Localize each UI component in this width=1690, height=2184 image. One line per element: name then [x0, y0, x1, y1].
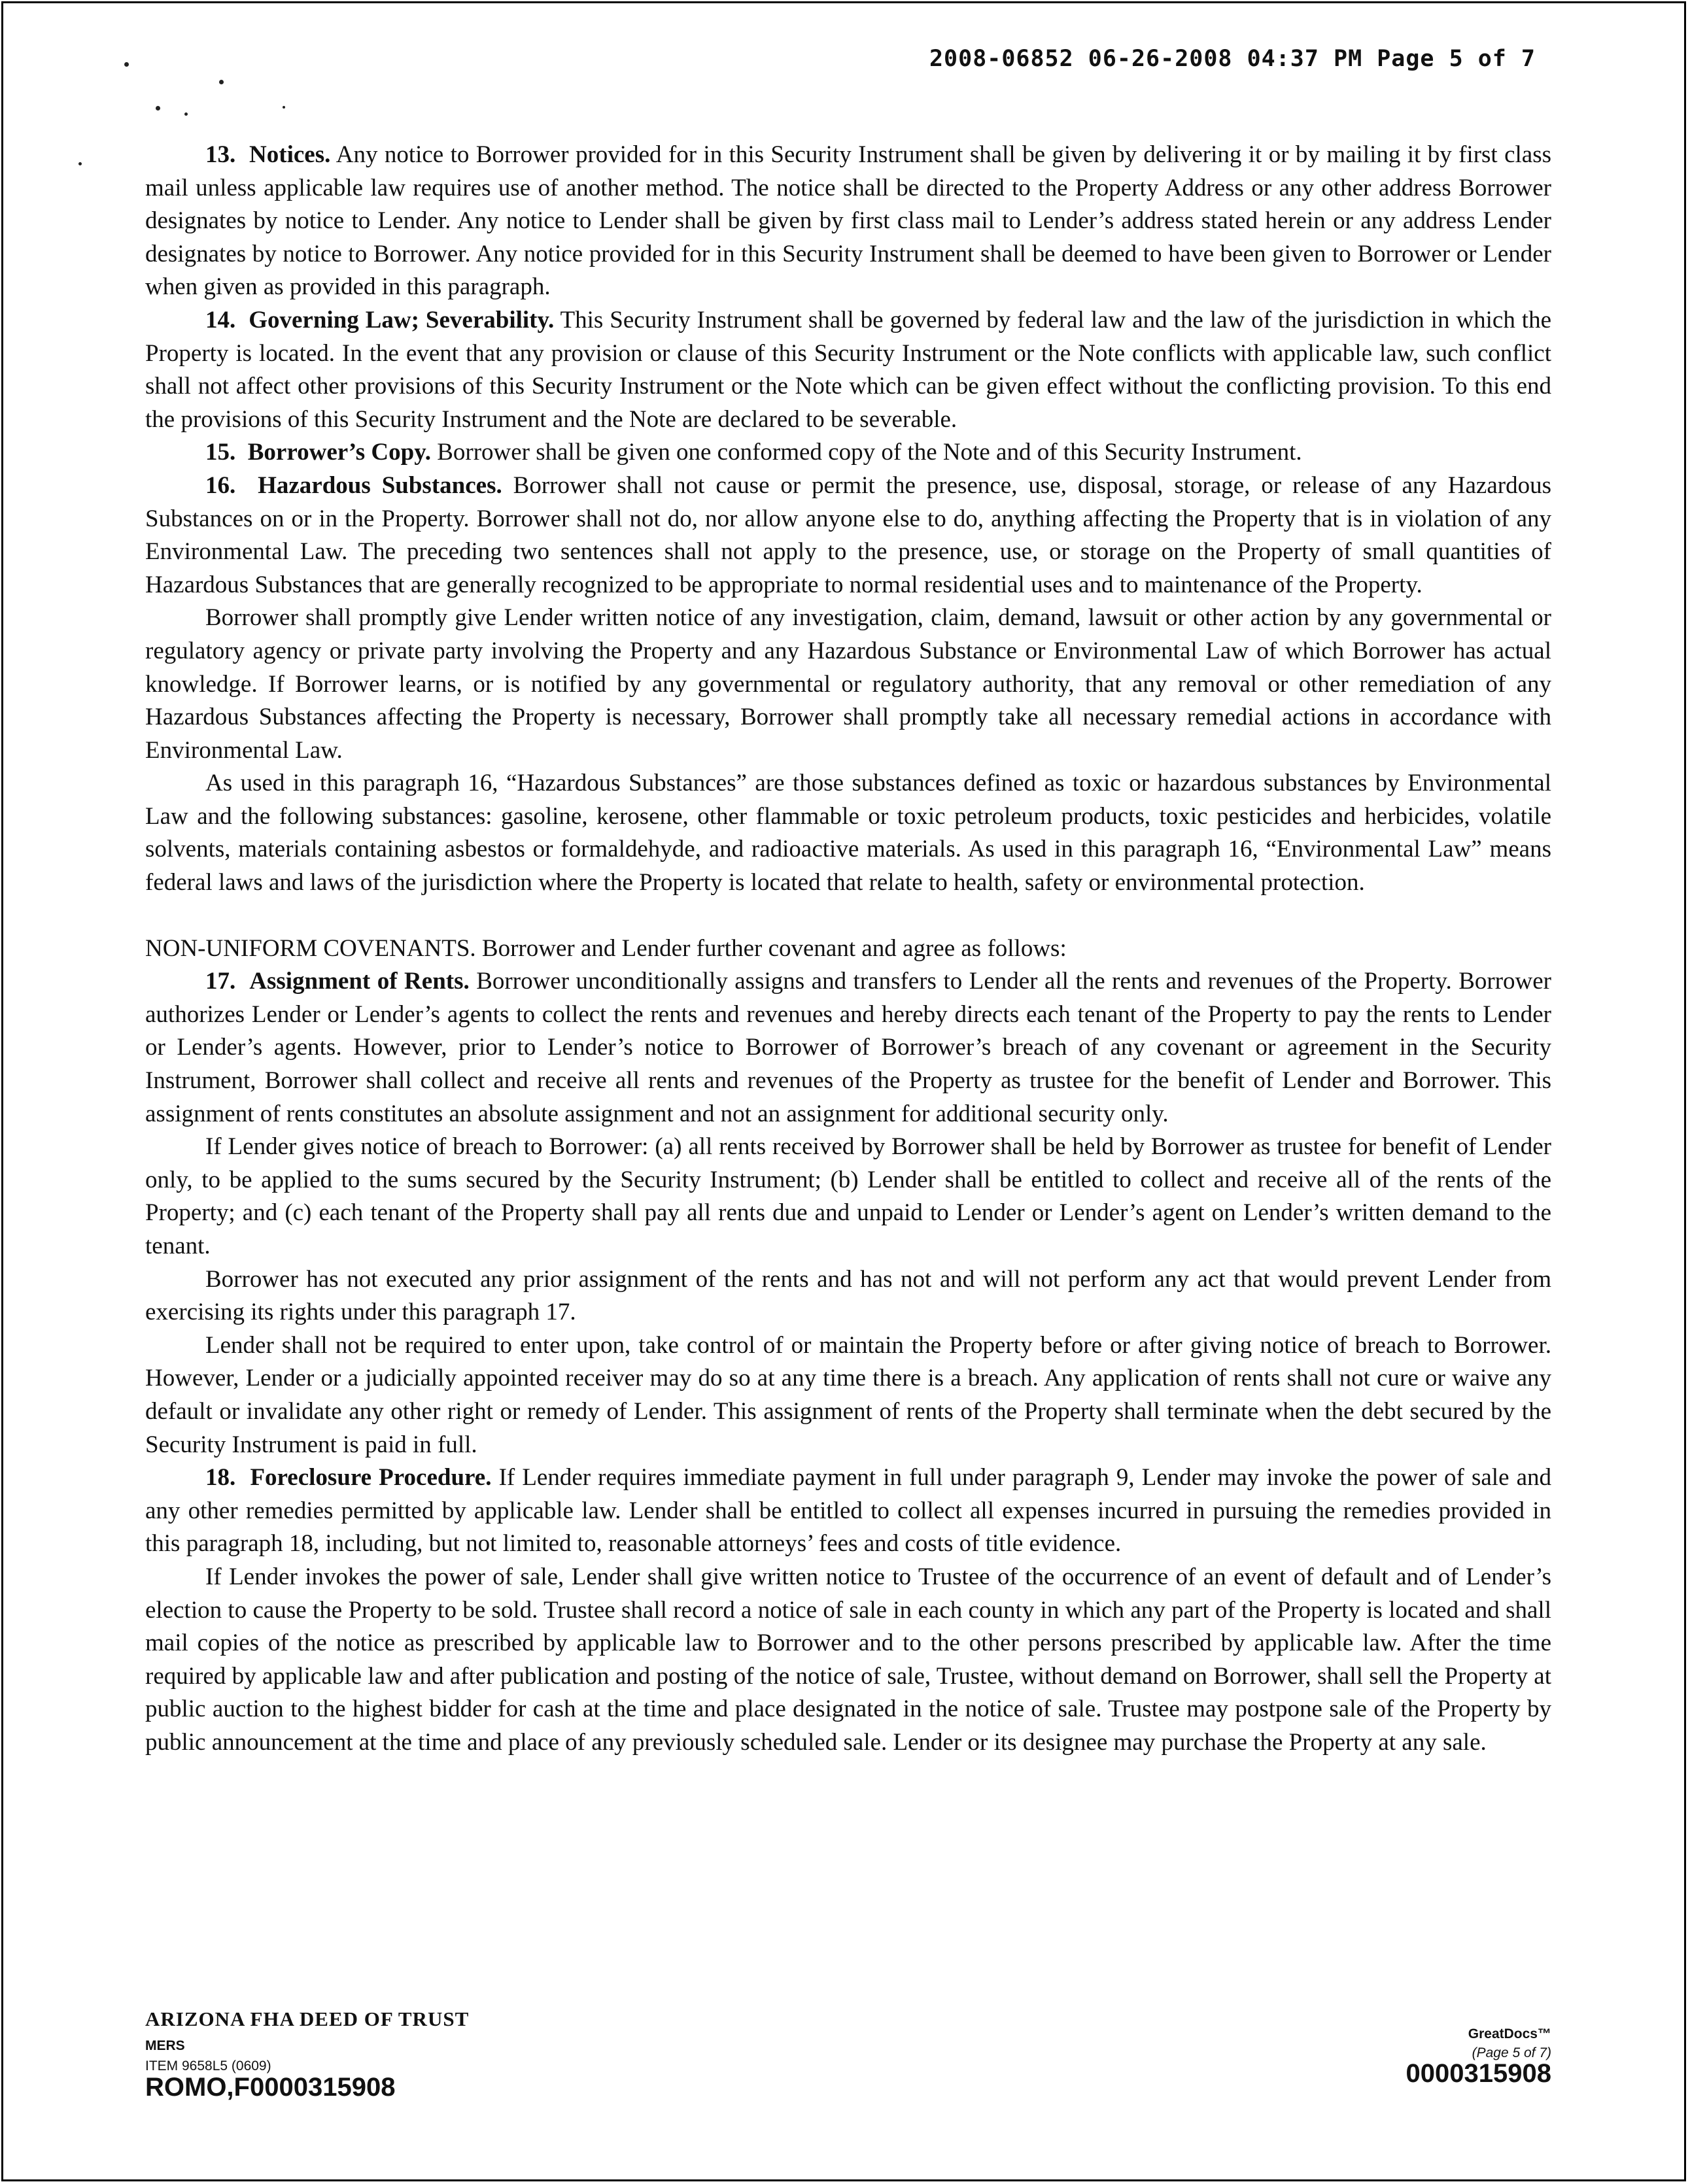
scan-speck [219, 80, 224, 84]
section-number: 13. [205, 141, 236, 168]
non-uniform-covenants: NON-UNIFORM COVENANTS. Borrower and Lender further covenant and agree as follows: [145, 934, 1067, 962]
section-heading: Governing Law; Severability. [249, 306, 555, 333]
section-heading: Hazardous Substances. [258, 471, 502, 499]
paragraph-17-breach: If Lender gives notice of breach to Borrower: (a) all rents received by Borrower shall be held by Borrower as trustee for benefit of Lender only, to be applied to the sums secured by the Security Instrument; (b) Lender shall be entitled to collect and receive all of the rents of the Property; and (c) each tenant of the Property shall pay all rents due and unpaid to Lender or Lender’s agent on Lender’s written demand to the tenant. [145, 1133, 1551, 1259]
document-body [145, 139, 1551, 1760]
paragraph-17 [145, 965, 1551, 1131]
section-number: 18. [205, 1464, 236, 1492]
section-number: 15. [205, 439, 236, 466]
section-number: 16. [205, 471, 236, 499]
footer-right [1406, 2026, 1551, 2087]
section-number: 17. [205, 968, 236, 995]
paragraph-13 [145, 139, 1551, 304]
item-number: ITEM 9658L5 (0609) [145, 2058, 271, 2073]
page-label: (Page 5 of 7) [1472, 2045, 1551, 2060]
scan-speck [283, 106, 285, 109]
section-text: Any notice to Borrower provided for in this Security Instrument shall be given by delivering it or by mailing it by first class mail unless applicable law requires use of another method. The notice shall be directed to the Property Address or any other address Borrower designates by notice to Lender. Any notice to Lender shall be given by first class mail to Lender’s address stated herein or any address Lender designates by notice to Borrower. Any notice provided for in this Security Instrument shall be deemed to have been given to Borrower or Lender when given as provided in this paragraph. [145, 141, 1552, 301]
mers-label: MERS [145, 2038, 185, 2053]
scan-speck [124, 62, 129, 67]
paragraph-18 [145, 1461, 1551, 1561]
section-heading: Borrower’s Copy. [247, 439, 431, 466]
section-text: This Security Instrument shall be governed by federal law and the law of the jurisdiction in which the Property is located. In the event that any provision or clause of this Security Instrument or the Note conflicts with applicable law, such conflict shall not affect other provisions of this Security Instrument or the Note which can be given effect without the conflicting provision. To this end the provisions of this Security Instrument and the Note are declared to be severable. [145, 306, 1552, 433]
brand-label: GreatDocs™ [1468, 2026, 1551, 2041]
footer-left [145, 2007, 469, 2100]
paragraph-18-power-of-sale: If Lender invokes the power of sale, Lender shall give written notice to Trustee of the occurrence of an event of default and of Lender’s election to cause the Property to be sold. Trustee shall record a notice of sale in each county in which any part of the Property is located and shall mail copies of the notice as prescribed by applicable law to Borrower and to the other persons prescribed by applicable law. After the time required by applicable law and after publication and posting of the notice of sale, Trustee, without demand on Borrower, shall sell the Property at public auction to the highest bidder for cash at the time and place designated in the notice of sale. Trustee may postpone sale of the Property by public announcement at the time and place of any previously scheduled sale. Lender or its designee may purchase the Property at any sale. [145, 1563, 1551, 1756]
paragraph-14 [145, 304, 1551, 436]
section-text: If Lender requires immediate payment in full under paragraph 9, Lender may invoke the power of sale and any other remedies permitted by applicable law. Lender shall be entitled to collect all expenses incurred in pursuing the remedies provided in this paragraph 18, including, but not limited to, reasonable attorneys’ fees and costs of title evidence. [145, 1464, 1552, 1558]
form-title: ARIZONA FHA DEED OF TRUST [145, 2007, 470, 2030]
section-text: Borrower shall not cause or permit the presence, use, disposal, storage, or release of any Hazardous Substances on or in the Property. Borrower shall not do, nor allow anyone else to do, anything affecting the Property that is in violation of any Environmental Law. The preceding two sentences shall not apply to the presence, use, or storage on the Property of small quantities of Hazardous Substances that are generally recognized to be appropriate to normal residential uses and to maintenance of the Property. [145, 471, 1551, 598]
scan-speck [78, 162, 82, 165]
section-heading: Notices. [249, 141, 331, 168]
paragraph-16-notice: Borrower shall promptly give Lender written notice of any investigation, claim, demand, lawsuit or other action by any governmental or regulatory agency or private party involving the Property and any Hazardous Substance or Environmental Law of which Borrower has actual knowledge. If Borrower learns, or is notified by any governmental or regulatory authority, that any removal or other remediation of any Hazardous Substances affecting the Property is necessary, Borrower shall promptly take all necessary remedial actions in accordance with Environmental Law. [145, 604, 1551, 764]
section-number: 14. [205, 306, 236, 333]
section-text: Borrower unconditionally assigns and transfers to Lender all the rents and revenues of the Property. Borrower authorizes Lender or Lender’s agents to collect the rents and revenues and hereby directs each tenant of the Property to pay the rents to Lender or Lender’s agents. However, prior to Lender’s notice to Borrower of Borrower’s breach of any covenant or agreement in the Security Instrument, Borrower shall collect and receive all rents and revenues of the Property as trustee for the benefit of Lender and Borrower. This assignment of rents constitutes an absolute assignment and not an assignment for additional security only. [145, 968, 1551, 1127]
paragraph-16-definitions: As used in this paragraph 16, “Hazardous Substances” are those substances defined as toxic or hazardous substances by Environmental Law and the following substances: gasoline, kerosene, other flammable or toxic petroleum products, toxic pesticides and herbicides, volatile solvents, materials containing asbestos or formaldehyde, and radioactive materials. As used in this paragraph 16, “Environmental Law” means federal laws and laws of the jurisdiction where the Property is located that relate to health, safety or environmental protection. [145, 770, 1551, 896]
section-heading: Assignment of Rents. [249, 968, 470, 995]
scan-speck [156, 106, 160, 111]
paragraph-16 [145, 469, 1551, 602]
fax-header-stamp: 2008-06852 06-26-2008 04:37 PM Page 5 of 7 [929, 46, 1536, 72]
borrower-loan-id: ROMO,F0000315908 [145, 2073, 396, 2102]
section-heading: Foreclosure Procedure. [250, 1464, 492, 1492]
section-text: Borrower shall be given one conformed copy of the Note and of this Security Instrument. [437, 439, 1302, 466]
paragraph-17-control: Lender shall not be required to enter upon, take control of or maintain the Property before or after giving notice of breach to Borrower. However, Lender or a judicially appointed receiver may do so at any time there is a breach. Any application of rents shall not cure or waive any default or invalidate any other right or remedy of Lender. This assignment of rents of the Property shall terminate when the debt secured by the Security Instrument is paid in full. [145, 1331, 1551, 1458]
paragraph-17-prior-assignment: Borrower has not executed any prior assignment of the rents and has not and will not perform any act that would prevent Lender from exercising its rights under this paragraph 17. [145, 1265, 1551, 1326]
loan-number: 0000315908 [1405, 2059, 1551, 2088]
scan-speck [184, 112, 188, 116]
paragraph-15 [145, 436, 1551, 469]
